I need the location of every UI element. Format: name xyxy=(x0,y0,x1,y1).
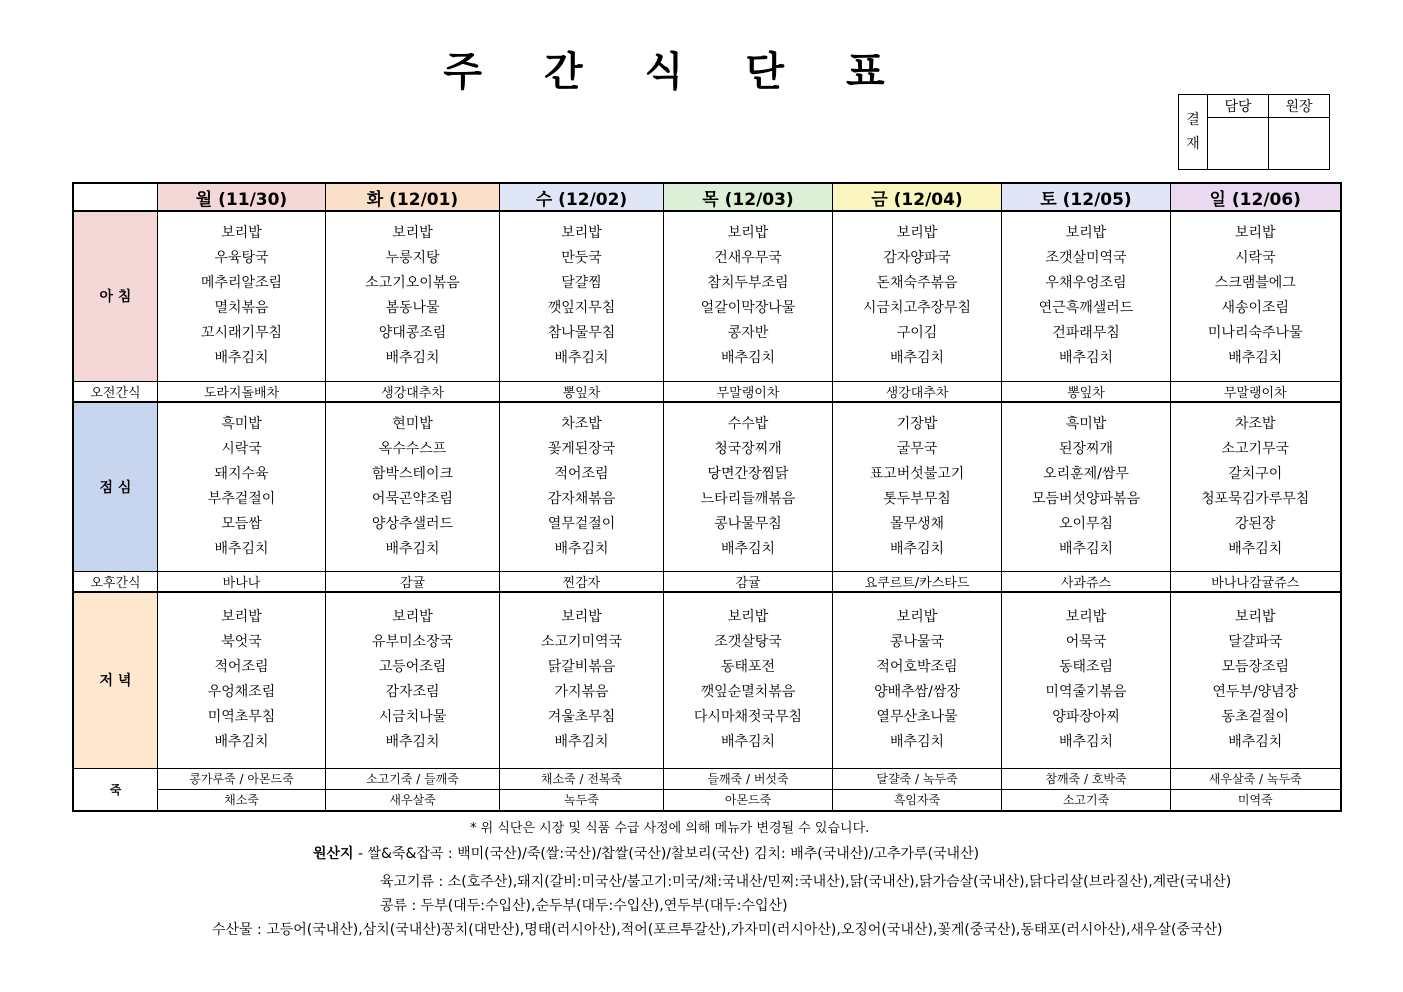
porridge2-cell: 녹두죽 xyxy=(500,789,664,811)
dish-item: 양배추쌈/쌈장 xyxy=(874,684,960,701)
porridge2-cell: 새우살죽 xyxy=(326,789,500,811)
dish-item: 감자양파국 xyxy=(883,250,951,267)
dish-item: 봄동나물 xyxy=(385,300,440,317)
breakfast-cell xyxy=(500,211,664,381)
dinner-cell xyxy=(158,592,326,768)
day-header: 일 (12/06) xyxy=(1171,183,1341,211)
dish-item: 달걀파국 xyxy=(1228,634,1283,651)
dish-item: 시락국 xyxy=(1234,250,1276,267)
dish-item: 흑미밥 xyxy=(1065,415,1107,432)
meal-label-am-snack: 오전간식 xyxy=(73,381,158,402)
dish-item: 배추김치 xyxy=(720,540,776,557)
porridge1-cell: 달걀죽 / 녹두죽 xyxy=(833,768,1002,789)
notice-text: * 위 식단은 시장 및 식품 수급 사정에 의해 메뉴가 변경될 수 있습니다. xyxy=(470,821,870,836)
origin-line xyxy=(313,843,979,863)
dinner-row xyxy=(73,592,1341,768)
lunch-cell xyxy=(1002,402,1171,572)
porridge-row-2 xyxy=(73,789,1341,811)
dinner-cell xyxy=(500,592,664,768)
origin-grain: - 쌀&죽&잡곡 : 백미(국산)/죽(쌀:국산)/찹쌀(국산)/찰보리(국산) 김치: 배추(국내산)/고추가루(국내산) xyxy=(353,846,980,862)
dish-item: 기장밥 xyxy=(896,415,938,432)
dish-item: 소고기무국 xyxy=(1221,440,1290,457)
dish-item: 우육탕국 xyxy=(214,250,269,267)
am-snack-cell: 무말랭이차 xyxy=(664,381,833,402)
dish-item: 누룽지탕 xyxy=(385,250,440,267)
dish-item: 배추김치 xyxy=(889,540,945,557)
porridge2-cell: 아몬드죽 xyxy=(664,789,833,811)
dish-item: 보리밥 xyxy=(392,609,433,626)
dish-item: 메추리알조림 xyxy=(200,275,283,292)
porridge-row-1 xyxy=(73,768,1341,789)
dish-item: 고등어조림 xyxy=(378,659,447,676)
dish-item: 배추김치 xyxy=(720,350,776,367)
am-snack-row xyxy=(73,381,1341,402)
lunch-cell xyxy=(833,402,1002,572)
lunch-row xyxy=(73,402,1341,572)
origin-beans: 콩류 : 두부(대두:수입산),순두부(대두:수입산),연두부(대두:수입산) xyxy=(380,898,788,914)
dish-item: 표고버섯불고기 xyxy=(869,465,965,482)
dish-item: 동태포전 xyxy=(720,659,776,676)
dish-item: 배추김치 xyxy=(1058,350,1114,367)
pm-snack-cell: 사과쥬스 xyxy=(1002,572,1171,593)
porridge1-cell: 콩가루죽 / 아몬드죽 xyxy=(158,768,326,789)
dish-item: 보리밥 xyxy=(727,609,769,626)
lunch-cell xyxy=(664,402,833,572)
dish-item: 양파장아찌 xyxy=(1052,709,1120,726)
dish-item: 조갯살미역국 xyxy=(1045,250,1127,267)
dish-item: 느타리들깨볶음 xyxy=(700,490,796,507)
dish-item: 보리밥 xyxy=(896,609,938,626)
dish-item: 보리밥 xyxy=(1065,225,1107,242)
dish-item: 꼬시래기무침 xyxy=(200,325,283,342)
dish-item: 배추김치 xyxy=(1228,350,1283,367)
dish-item: 보리밥 xyxy=(1234,225,1276,242)
pm-snack-cell: 요쿠르트/카스타드 xyxy=(833,572,1002,593)
dish-item: 달걀찜 xyxy=(561,275,602,292)
meal-label-dinner: 저 녁 xyxy=(73,592,158,768)
porridge1-cell: 채소죽 / 전복죽 xyxy=(500,768,664,789)
breakfast-cell xyxy=(1171,211,1341,381)
day-header: 월 (11/30) xyxy=(158,183,326,211)
dinner-cell xyxy=(1002,592,1171,768)
lunch-cell xyxy=(326,402,500,572)
pm-snack-cell: 바나나감귤쥬스 xyxy=(1171,572,1341,593)
meal-label-pm-snack: 오후간식 xyxy=(73,572,158,593)
dish-item: 보리밥 xyxy=(896,225,938,242)
dish-item: 오이무침 xyxy=(1058,515,1114,532)
dish-item: 만둣국 xyxy=(561,250,602,267)
dish-item: 오리훈제/쌈무 xyxy=(1043,465,1129,482)
dish-item: 차조밥 xyxy=(561,415,602,432)
dish-item: 청국장찌개 xyxy=(714,440,782,457)
porridge2-cell: 미역죽 xyxy=(1171,789,1341,811)
dish-item: 모듬쌈 xyxy=(221,515,262,532)
dish-item: 보리밥 xyxy=(221,225,262,242)
day-header-row xyxy=(73,183,1341,211)
approval-director-header: 원장 xyxy=(1269,95,1330,118)
dish-item: 차조밥 xyxy=(1234,415,1276,432)
dish-item: 열무겉절이 xyxy=(547,515,616,532)
am-snack-cell: 도라지돌배차 xyxy=(158,381,326,402)
dish-item: 어묵곤약조림 xyxy=(371,490,454,507)
dish-item: 가지볶음 xyxy=(554,684,609,701)
dish-item: 배추김치 xyxy=(214,540,269,557)
pm-snack-cell: 감귤 xyxy=(664,572,833,593)
breakfast-cell xyxy=(664,211,833,381)
dish-item: 부추겉절이 xyxy=(207,490,276,507)
dish-item: 배추김치 xyxy=(1058,734,1114,751)
approval-director-sign[interactable] xyxy=(1269,118,1330,170)
origin-meat: 육고기류 : 소(호주산),돼지(갈비:미국산/불고기:미국/채:국내산/민찌:국내산),닭(국내산),닭가슴살(국내산),닭다리살(브라질산),계란(국내산) xyxy=(380,874,1232,890)
day-header: 목 (12/03) xyxy=(664,183,833,211)
dish-item: 얼갈이막장나물 xyxy=(700,300,796,317)
dish-item: 어묵국 xyxy=(1065,634,1107,651)
pm-snack-cell: 감귤 xyxy=(326,572,500,593)
dish-item: 흑미밥 xyxy=(221,415,262,432)
approval-label: 결 재 xyxy=(1179,95,1208,170)
porridge2-cell: 채소죽 xyxy=(158,789,326,811)
dish-item: 보리밥 xyxy=(561,609,602,626)
porridge2-cell: 흑임자죽 xyxy=(833,789,1002,811)
dish-item: 당면간장찜닭 xyxy=(707,465,789,482)
dish-item: 참나물무침 xyxy=(547,325,616,342)
dish-item: 보리밥 xyxy=(392,225,433,242)
dish-item: 적어조림 xyxy=(214,659,269,676)
dish-item: 배추김치 xyxy=(1058,540,1114,557)
dish-item: 모듬버섯양파볶음 xyxy=(1031,490,1141,507)
am-snack-cell: 생강대추차 xyxy=(326,381,500,402)
dish-item: 꽃게된장국 xyxy=(547,440,616,457)
dish-item: 소고기오이볶음 xyxy=(365,275,460,292)
dish-item: 양상추샐러드 xyxy=(371,515,454,532)
dish-item: 미나리숙주나물 xyxy=(1207,325,1303,342)
dish-item: 미역줄기볶음 xyxy=(1045,684,1127,701)
dish-item: 보리밥 xyxy=(727,225,769,242)
dish-item: 배추김치 xyxy=(214,350,269,367)
dish-item: 깻잎순멸치볶음 xyxy=(700,684,796,701)
dish-item: 건파래무침 xyxy=(1052,325,1120,342)
lunch-cell xyxy=(158,402,326,572)
dish-item: 시금치나물 xyxy=(378,709,447,726)
dinner-cell xyxy=(833,592,1002,768)
dish-item: 돼지수육 xyxy=(214,465,269,482)
dish-item: 수수밥 xyxy=(727,415,769,432)
meal-label-breakfast: 아 침 xyxy=(73,211,158,381)
dish-item: 보리밥 xyxy=(221,609,262,626)
dish-item: 스크램블에그 xyxy=(1214,275,1296,292)
dish-item: 열무산초나물 xyxy=(876,709,958,726)
dish-item: 톳두부무침 xyxy=(883,490,951,507)
dish-item: 소고기미역국 xyxy=(540,634,623,651)
dish-item: 유부미소장국 xyxy=(371,634,454,651)
dish-item: 배추김치 xyxy=(554,350,609,367)
am-snack-cell: 뽕잎차 xyxy=(500,381,664,402)
dish-item: 옥수수스프 xyxy=(378,440,447,457)
dish-item: 돈채숙주볶음 xyxy=(876,275,958,292)
dish-item: 배추김치 xyxy=(889,350,945,367)
dish-item: 감자채볶음 xyxy=(547,490,616,507)
breakfast-cell xyxy=(158,211,326,381)
dish-item: 새송이조림 xyxy=(1221,300,1290,317)
corner-cell xyxy=(73,183,158,211)
pm-snack-cell: 찐감자 xyxy=(500,572,664,593)
lunch-cell xyxy=(500,402,664,572)
approval-box xyxy=(1178,94,1330,170)
porridge2-cell: 소고기죽 xyxy=(1002,789,1171,811)
dish-item: 강된장 xyxy=(1234,515,1276,532)
breakfast-cell xyxy=(326,211,500,381)
dish-item: 다시마채젓국무침 xyxy=(693,709,803,726)
dish-item: 멸치볶음 xyxy=(214,300,269,317)
dish-item: 배추김치 xyxy=(1228,540,1283,557)
dish-item: 우엉채조림 xyxy=(207,684,276,701)
meal-label-porridge: 죽 xyxy=(73,768,158,811)
dish-item: 동초겉절이 xyxy=(1221,709,1290,726)
dish-item: 참치두부조림 xyxy=(707,275,789,292)
dish-item: 콩나물국 xyxy=(889,634,945,651)
dish-item: 깻잎지무침 xyxy=(547,300,616,317)
approval-manager-sign[interactable] xyxy=(1208,118,1269,170)
dish-item: 연두부/양념장 xyxy=(1212,684,1299,701)
dish-item: 구이김 xyxy=(896,325,938,342)
dish-item: 배추김치 xyxy=(385,350,440,367)
am-snack-cell: 뽕잎차 xyxy=(1002,381,1171,402)
dish-item: 적어조림 xyxy=(554,465,609,482)
weekly-menu-table xyxy=(72,182,1342,812)
dish-item: 연근흑깨샐러드 xyxy=(1038,300,1134,317)
porridge1-cell: 새우살죽 / 녹두죽 xyxy=(1171,768,1341,789)
day-header: 토 (12/05) xyxy=(1002,183,1171,211)
dish-item: 배추김치 xyxy=(385,734,440,751)
dish-item: 굴무국 xyxy=(896,440,938,457)
dish-item: 콩자반 xyxy=(727,325,769,342)
dish-item: 청포묵김가루무침 xyxy=(1201,490,1310,507)
dish-item: 함박스테이크 xyxy=(371,465,454,482)
approval-manager-header: 담당 xyxy=(1208,95,1269,118)
lunch-cell xyxy=(1171,402,1341,572)
breakfast-cell xyxy=(1002,211,1171,381)
am-snack-cell: 무말랭이차 xyxy=(1171,381,1341,402)
dish-item: 동태조림 xyxy=(1058,659,1114,676)
porridge1-cell: 참깨죽 / 호박죽 xyxy=(1002,768,1171,789)
meal-label-lunch: 점 심 xyxy=(73,402,158,572)
porridge1-cell: 들깨죽 / 버섯죽 xyxy=(664,768,833,789)
dish-item: 콩나물무침 xyxy=(714,515,782,532)
dish-item: 보리밥 xyxy=(1234,609,1276,626)
dinner-cell xyxy=(664,592,833,768)
dish-item: 보리밥 xyxy=(561,225,602,242)
day-header: 금 (12/04) xyxy=(833,183,1002,211)
dish-item: 시락국 xyxy=(221,440,262,457)
dish-item: 몰무생채 xyxy=(889,515,945,532)
dish-item: 된장찌개 xyxy=(1058,440,1114,457)
dish-item: 건새우무국 xyxy=(714,250,782,267)
page-title: 주 간 식 단 표 xyxy=(443,49,887,95)
dish-item: 배추김치 xyxy=(889,734,945,751)
pm-snack-cell: 바나나 xyxy=(158,572,326,593)
dish-item: 감자조림 xyxy=(385,684,440,701)
dinner-cell xyxy=(326,592,500,768)
pm-snack-row xyxy=(73,572,1341,593)
day-header: 화 (12/01) xyxy=(326,183,500,211)
breakfast-cell xyxy=(833,211,1002,381)
dish-item: 우채우엉조림 xyxy=(1045,275,1127,292)
dish-item: 배추김치 xyxy=(385,540,440,557)
origin-label: 원산지 xyxy=(313,846,354,862)
dinner-cell xyxy=(1171,592,1341,768)
dish-item: 배추김치 xyxy=(1228,734,1283,751)
dish-item: 적어호박조림 xyxy=(876,659,958,676)
dish-item: 모듬장조림 xyxy=(1221,659,1290,676)
dish-item: 배추김치 xyxy=(720,734,776,751)
porridge1-cell: 소고기죽 / 들깨죽 xyxy=(326,768,500,789)
dish-item: 배추김치 xyxy=(554,734,609,751)
dish-item: 시금치고추장무침 xyxy=(862,300,972,317)
dish-item: 북엇국 xyxy=(221,634,262,651)
day-header: 수 (12/02) xyxy=(500,183,664,211)
dish-item: 보리밥 xyxy=(1065,609,1107,626)
dish-item: 배추김치 xyxy=(214,734,269,751)
dish-item: 갈치구이 xyxy=(1228,465,1283,482)
dish-item: 조갯살탕국 xyxy=(714,634,782,651)
dish-item: 겨울초무침 xyxy=(547,709,616,726)
dish-item: 닭갈비볶음 xyxy=(547,659,616,676)
dish-item: 현미밥 xyxy=(392,415,433,432)
origin-seafood: 수산물 : 고등어(국내산),삼치(국내산)꽁치(대만산),명태(러시아산),적어(포르투갈산),가자미(러시아산),오징어(국내산),꽃게(중국산),동태포(러시아산),새우살(중국산) xyxy=(212,922,1223,938)
breakfast-row xyxy=(73,211,1341,381)
dish-item: 양대콩조림 xyxy=(378,325,447,342)
dish-item: 미역초무침 xyxy=(207,709,276,726)
am-snack-cell: 생강대추차 xyxy=(833,381,1002,402)
dish-item: 배추김치 xyxy=(554,540,609,557)
